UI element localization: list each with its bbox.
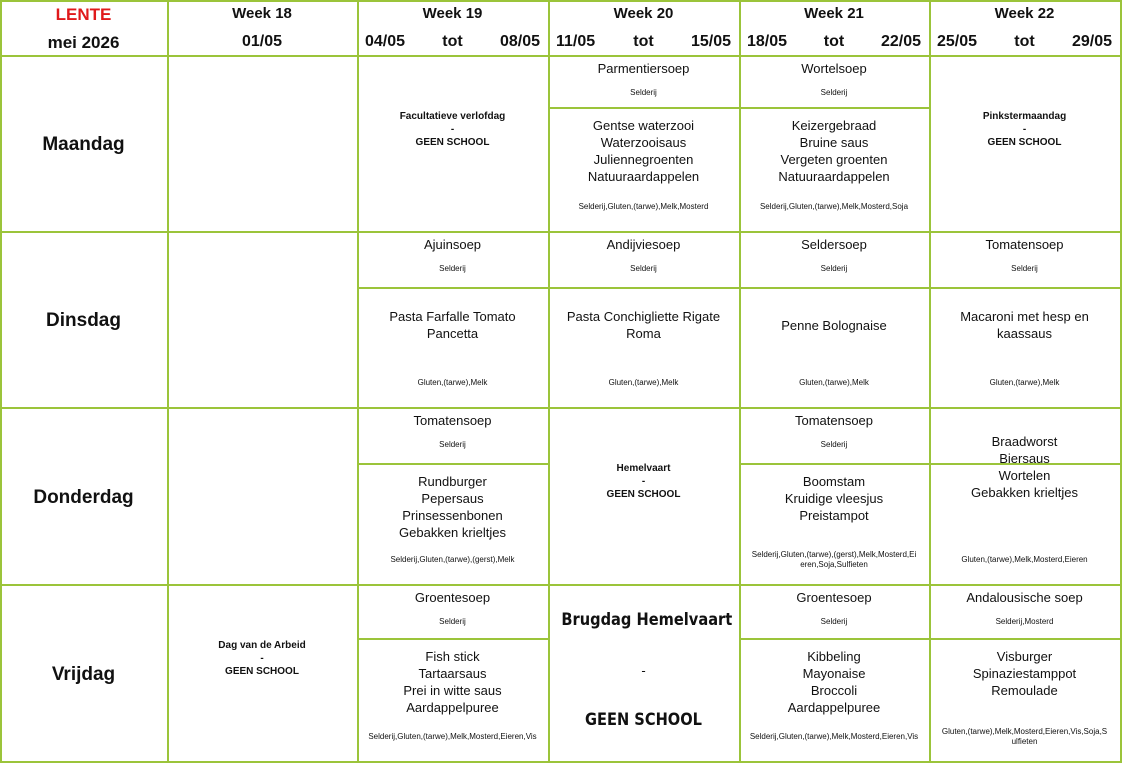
main-dish-line: Biersaus — [999, 451, 1050, 466]
main-dish-line: Juliennegroenten — [593, 152, 694, 167]
main-dish-line: Penne Bolognaise — [781, 317, 887, 333]
main-allergens: Selderij,Gluten,(tarwe),(gerst),Melk — [390, 555, 515, 564]
week-date-end: 22/05 — [880, 33, 921, 50]
main-dish — [933, 433, 1116, 501]
soup-name: Andalousische soep — [966, 590, 1083, 605]
grid-line — [739, 107, 931, 109]
soup-name: Tomatensoep — [985, 237, 1064, 252]
grid-line — [0, 0, 1122, 2]
main-dish — [361, 473, 544, 541]
soup-name: Wortelsoep — [801, 61, 867, 76]
soup-allergens: Selderij — [439, 264, 466, 273]
soup-name: Andijviesoep — [606, 237, 681, 252]
week-date: 01/05 — [241, 33, 283, 50]
brugdag-geen-school: GEEN SCHOOL — [585, 710, 702, 730]
main-allergens-line: eren,Soja,Sulfieten — [800, 560, 868, 569]
soup-name: Groentesoep — [796, 590, 872, 605]
week-label: Week 21 — [804, 5, 864, 22]
main-dish-line: Pepersaus — [421, 491, 484, 506]
week-date-sep: tot — [442, 33, 463, 50]
main-allergens: Gluten,(tarwe),Melk,Mosterd,Eieren — [961, 555, 1088, 564]
grid-line — [0, 407, 1122, 409]
main-dish — [361, 308, 544, 342]
main-dish — [743, 317, 925, 334]
season-label: LENTE — [55, 5, 112, 24]
no-school-note — [552, 462, 735, 501]
main-dish — [361, 648, 544, 716]
main-dish-line: Prinsessenbonen — [402, 508, 503, 523]
main-dish-line: Boomstam — [802, 474, 866, 489]
main-dish-line: Waterzooisaus — [600, 135, 687, 150]
main-allergens: Selderij,Gluten,(tarwe),Melk,Mosterd,Soja — [759, 202, 909, 211]
main-dish-line: Natuuraardappelen — [778, 169, 890, 184]
soup-allergens: Selderij — [820, 617, 848, 626]
soup-allergens: Selderij — [820, 264, 848, 273]
grid-line — [0, 0, 2, 763]
soup-name: Tomatensoep — [794, 413, 874, 428]
soup-name: Seldersoep — [801, 237, 867, 252]
grid-line — [357, 638, 550, 640]
soup-allergens: Selderij — [820, 88, 848, 97]
no-school-note — [933, 110, 1116, 149]
main-allergens: Gluten,(tarwe),Melk — [989, 378, 1060, 387]
main-dish-line: Gebakken krieltjes — [971, 485, 1078, 500]
grid-line — [548, 107, 741, 109]
main-dish-line: Macaroni met hesp en — [960, 309, 1089, 324]
week-date-start: 18/05 — [747, 33, 788, 50]
main-dish-line: Fish stick — [425, 649, 480, 664]
grid-line — [357, 463, 550, 465]
grid-line — [357, 287, 550, 289]
main-dish — [743, 648, 925, 716]
week-label: Week 18 — [232, 5, 292, 22]
no-school-note-line: - — [450, 123, 455, 135]
week-label: Week 19 — [422, 5, 483, 22]
no-school-note — [171, 639, 353, 678]
soup-allergens: Selderij — [439, 440, 466, 449]
main-allergens: Gluten,(tarwe),Melk — [608, 378, 679, 387]
no-school-note-line: Dag van de Arbeid — [218, 640, 306, 651]
grid-line — [0, 761, 1122, 763]
no-school-note-line: GEEN SCHOOL — [415, 136, 490, 148]
soup-allergens: Selderij — [820, 440, 848, 449]
week-date-sep: tot — [823, 33, 845, 50]
main-dish-line: Kruidige vleesjus — [784, 491, 884, 506]
main-allergens-line: ulfieten — [1011, 737, 1038, 746]
week-date-end: 15/05 — [690, 33, 731, 50]
main-dish — [552, 308, 735, 342]
main-allergens-line: Selderij,Gluten,(tarwe),(gerst),Melk,Mosterd,Ei — [751, 550, 917, 559]
soup-allergens: Selderij,Mosterd — [995, 617, 1054, 626]
grid-line — [739, 638, 931, 640]
main-dish-line: Pasta Farfalle Tomato — [389, 309, 516, 324]
main-dish-line: Prei in witte saus — [403, 683, 502, 698]
main-dish-line: Bruine saus — [799, 135, 869, 150]
grid-line — [548, 287, 741, 289]
soup-name: Parmentiersoep — [597, 61, 690, 76]
no-school-note-line: - — [260, 653, 264, 664]
main-dish-line: Pancetta — [426, 326, 479, 341]
brugdag-dash: - — [641, 663, 646, 678]
week-date-end: 29/05 — [1071, 33, 1112, 50]
week-date-sep: tot — [1014, 33, 1035, 50]
main-allergens-line: Gluten,(tarwe),Melk,Mosterd,Eieren,Vis,Soja,S — [941, 727, 1108, 736]
soup-allergens: Selderij — [439, 617, 466, 626]
main-dish-line: Mayonaise — [802, 666, 866, 681]
week-label: Week 22 — [994, 5, 1055, 22]
main-dish-line: Aardappelpuree — [406, 700, 499, 715]
no-school-note-line: - — [1022, 123, 1027, 135]
soup-allergens: Selderij — [1011, 264, 1038, 273]
grid-line — [739, 287, 931, 289]
week-date-sep: tot — [633, 33, 654, 50]
main-dish-line: Remoulade — [991, 683, 1058, 698]
day-label-dinsdag: Dinsdag — [46, 310, 121, 331]
grid-line — [929, 287, 1122, 289]
day-label-maandag: Maandag — [42, 134, 125, 155]
week-date-start: 04/05 — [365, 33, 406, 50]
main-dish-line: Rundburger — [418, 474, 487, 489]
main-dish-line: Preistampot — [799, 508, 869, 523]
soup-name: Groentesoep — [414, 590, 491, 605]
grid-line — [0, 231, 1122, 233]
main-allergens — [933, 727, 1116, 747]
week-label: Week 20 — [613, 5, 674, 22]
main-allergens: Selderij,Gluten,(tarwe),Melk,Mosterd,Eieren,Vis — [749, 732, 919, 741]
no-school-note-line: Facultatieve verlofdag — [399, 110, 506, 122]
no-school-note-line: Pinkstermaandag — [982, 110, 1067, 122]
month-label: mei 2026 — [47, 33, 120, 52]
week-date-start: 25/05 — [937, 33, 978, 50]
day-label-vrijdag: Vrijdag — [51, 663, 116, 685]
main-dish-line: Visburger — [996, 649, 1053, 664]
main-dish-line: Broccoli — [810, 683, 858, 698]
main-dish-line: Vergeten groenten — [780, 152, 888, 167]
no-school-note-line: GEEN SCHOOL — [225, 666, 299, 677]
main-dish — [743, 473, 925, 524]
no-school-note-line: GEEN SCHOOL — [987, 136, 1062, 148]
soup-allergens: Selderij — [630, 264, 657, 273]
main-dish-line: Kibbeling — [807, 649, 861, 664]
main-dish-line: Gentse waterzooi — [592, 118, 695, 133]
main-dish — [933, 308, 1116, 342]
main-dish — [552, 117, 735, 185]
grid-line — [0, 55, 1122, 57]
main-dish-line: Gebakken krieltjes — [399, 525, 506, 540]
main-allergens — [743, 550, 925, 570]
grid-line — [167, 0, 169, 763]
main-dish-line: Keizergebraad — [791, 118, 877, 133]
brugdag-title: Brugdag Hemelvaart — [561, 610, 733, 630]
main-allergens: Gluten,(tarwe),Melk — [799, 378, 869, 387]
main-dish — [933, 648, 1116, 699]
main-dish-line: Spinaziestamppot — [972, 666, 1077, 681]
main-dish-line: Wortelen — [998, 468, 1051, 483]
grid-line — [929, 638, 1122, 640]
no-school-note-line: GEEN SCHOOL — [606, 489, 681, 500]
main-dish-line: kaassaus — [997, 326, 1052, 341]
main-dish-line: Pasta Conchigliette Rigate — [566, 309, 721, 324]
main-dish-line: Braadworst — [991, 434, 1058, 449]
week-date-start: 11/05 — [556, 33, 596, 50]
day-label-donderdag: Donderdag — [33, 486, 134, 508]
grid-line — [739, 463, 931, 465]
soup-name: Ajuinsoep — [423, 237, 482, 252]
main-allergens: Selderij,Gluten,(tarwe),Melk,Mosterd — [578, 202, 709, 211]
soup-name: Tomatensoep — [413, 413, 492, 428]
grid-line — [0, 584, 1122, 586]
week-date-end: 08/05 — [499, 33, 540, 50]
no-school-note — [361, 110, 544, 149]
main-dish-line: Roma — [626, 326, 661, 341]
soup-allergens: Selderij — [630, 88, 657, 97]
no-school-note-line: - — [641, 476, 646, 487]
main-dish-line: Aardappelpuree — [787, 700, 881, 715]
main-dish — [743, 117, 925, 185]
main-allergens: Gluten,(tarwe),Melk — [417, 378, 488, 387]
main-allergens: Selderij,Gluten,(tarwe),Melk,Mosterd,Eieren,Vis — [368, 732, 537, 741]
main-dish-line: Natuuraardappelen — [587, 169, 700, 184]
no-school-note-line: Hemelvaart — [616, 463, 671, 474]
main-dish-line: Tartaarsaus — [418, 666, 487, 681]
